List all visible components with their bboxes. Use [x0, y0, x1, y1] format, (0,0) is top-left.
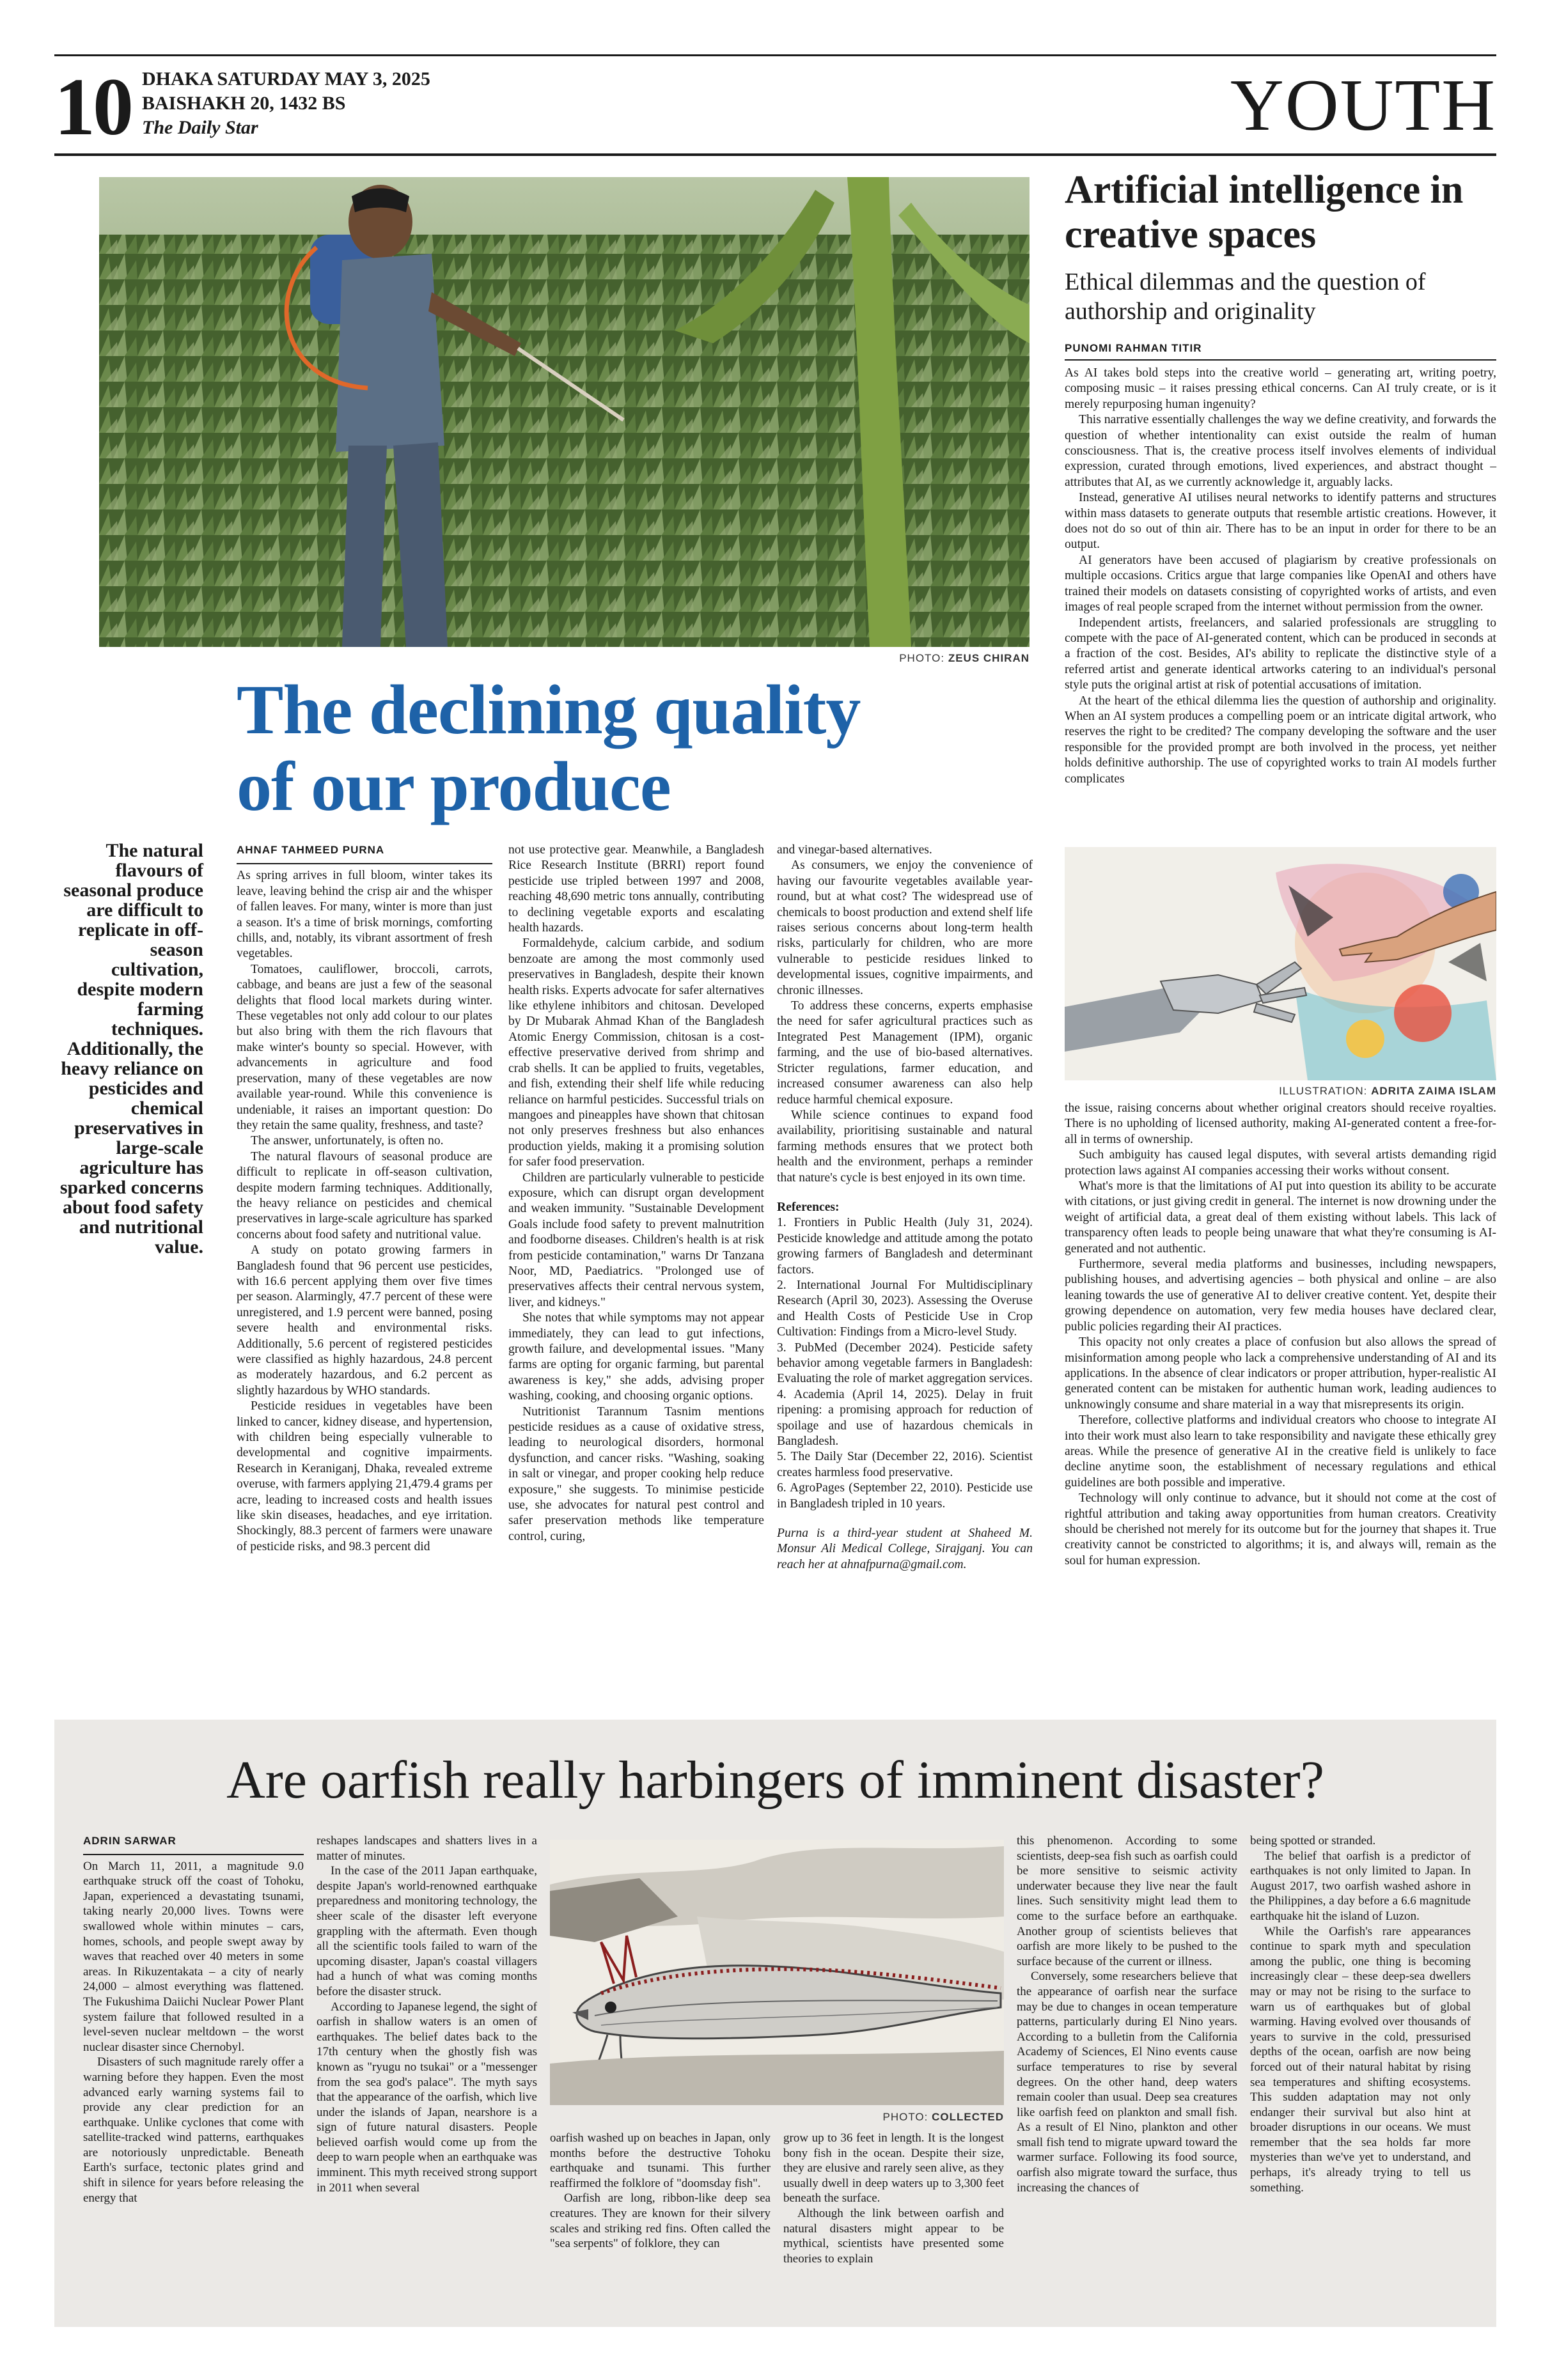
oarfish-headline: Are oarfish really harbingers of imminent disaster?: [226, 1750, 1324, 1810]
masthead-logo: The Daily Star: [142, 117, 258, 138]
ai-illustration-credit: [1065, 1085, 1496, 1098]
ai-illustration: [1065, 847, 1496, 1080]
produce-column-2: [508, 843, 764, 1544]
farmer-photo-credit-name: ZEUS CHIRAN: [948, 652, 1029, 664]
produce-paragraph: As spring arrives in full bloom, winter takes its leave, leaving behind the crisp air and the whisper of fallen leaves. For many, winter is more than just a season. It's a time of brisk mornings, comforting chills, and, notably, its vibrant assortment of fresh vegetables.: [237, 869, 492, 961]
oarfish-photo-credit: [550, 2111, 1004, 2124]
oarfish-column-3: [550, 2131, 771, 2252]
produce-paragraph: She notes that while symptoms may not appear immediately, they can lead to gut infections, growth failure, and developmental issues. "Many farms are opting for organic farming, but parental awareness is key," she adds, advising proper washing, cooking, and choosing organic options.: [508, 1311, 764, 1403]
oarfish-paragraph: grow up to 36 feet in length. It is the longest bony fish in the ocean. Despite their size, they are elusive and rarely seen alive, as they usually dwell in deep waters up to 3,300 feet beneath the surface.: [783, 2131, 1004, 2205]
ai-byline-rule: [1065, 359, 1496, 361]
produce-byline-rule: [237, 863, 492, 864]
ai-paragraph: This narrative essentially challenges the way we define creativity, and forwards the question of whether intentionality can exist outside the realm of human consciousness. That is, the creative process itself involves elements of individual expression, curated through emotions, lived experiences, and abstract thought – attributes that AI, as we currently acknowledge it, arguably lacks.: [1065, 413, 1496, 489]
oarfish-paragraph: The belief that oarfish is a predictor of earthquakes is not only limited to Japan. In August 2017, two oarfish washed ashore in the Philippines, a day before a 6.6 magnitude earthquake hit the island of Luzon.: [1250, 1849, 1471, 1923]
oarfish-photo-art: [550, 1840, 1004, 2105]
ai-byline: PUNOMI RAHMAN TITIR: [1065, 342, 1202, 354]
reference-item: 1. Frontiers in Public Health (July 31, 2024). Pesticide knowledge and attitude among the potato growing farmers of Bangladesh and determinant factors.: [777, 1216, 1033, 1277]
produce-byline: AHNAF TAHMEED PURNA: [237, 844, 385, 856]
ai-subheadline: Ethical dilemmas and the question of authorship and originality: [1065, 268, 1426, 325]
ai-paragraph: Technology will only continue to advance, but it should not come at the cost of rightful attribution and taking away opportunities from human creators. Creativity should be cherished not merely for its outcome but for the journey that shapes it. True creativity cannot be constricted to algorithms; it is, and always will, remain as the soul for human expression.: [1065, 1491, 1496, 1567]
header-rule-bottom: [54, 153, 1496, 156]
reference-item: 2. International Journal For Multidisciplinary Research (April 30, 2023). Assessing the Overuse and Health Costs of Pesticide Use in Crop Cultivation: Findings from a Micro-level Study.: [777, 1278, 1033, 1339]
ai-paragraph: What's more is that the limitations of AI put into question its ability to be accurate with citations, or just giving credit in general. The internet is now drowning under the weight of artificial data, a great deal of them existing without labels. This lack of transparency often leads to people being unaware that what they're consuming is AI-generated and not authentic.: [1065, 1179, 1496, 1256]
oarfish-paragraph: oarfish washed up on beaches in Japan, only months before the destructive Tohoku earthquake and tsunami. This further reaffirmed the folklore of "doomsday fish".: [550, 2131, 771, 2190]
farmer-photo: [99, 177, 1029, 647]
oarfish-photo: [550, 1840, 1004, 2105]
ai-illustration-credit-name: ADRITA ZAIMA ISLAM: [1371, 1085, 1496, 1097]
author-note: Purna is a third-year student at Shaheed M. Monsur Ali Medical College, Sirajganj. You can reach her at ahnafpurna@gmail.com.: [777, 1527, 1033, 1571]
farmer-photo-art: [99, 177, 1029, 647]
produce-paragraph: Children are particularly vulnerable to pesticide exposure, which can disrupt organ development and weaken immunity. "Sustainable Development Goals include food safety to prevent malnutrition and foodborne diseases. Children's health is at risk from pesticide contamination," warns Dr Tanzana Noor, MD, Paediatrics. "Prolonged use of preservatives affects their central nervous system, liver, and kidneys.": [508, 1171, 764, 1309]
produce-headline: [237, 671, 1068, 825]
produce-paragraph: Nutritionist Tarannum Tasnim mentions pesticide residues as a cause of oxidative stress, leading to neurological disorders, hormonal dysfunction, and cancer risks. "Washing, soaking in salt or vinegar, and proper cooking help reduce exposure," she suggests. To minimise pesticide use, she advocates for natural pest control and safer preservation methods like temperature control, curing,: [508, 1404, 764, 1543]
oarfish-byline-rule: [83, 1854, 304, 1855]
produce-pull-quote: The natural flavours of seasonal produce are difficult to replicate in off-season cultivation, despite modern farming techniques. Additionally, the heavy reliance on pesticides and chemical preservatives in large-scale agriculture has sparked concerns about food safety and nutritional value.: [59, 840, 203, 1257]
oarfish-paragraph: Although the link between oarfish and natural disasters might appear to be mythical, scientists have presented some theories to explain: [783, 2206, 1004, 2266]
ai-paragraph: Instead, generative AI utilises neural networks to identify patterns and structures within mass datasets to generate outputs that resemble artistic creations. However, it does not do so out of thin air. There has to be an input in order for there to be an output.: [1065, 491, 1496, 552]
produce-paragraph: Tomatoes, cauliflower, broccoli, carrots, cabbage, and beans are just a few of the seasonal delights that flood local markets during winter. These vegetables not only add colour to our plates but also bring with them the rich flavours that make winter's bounty so special. However, with advancements in agriculture and food preservation, many of these vegetables are now available year-round. While this convenience is undeniable, it raises an important question: Do they retain the same quality, freshness, and taste?: [237, 962, 492, 1132]
ai-paragraph: AI generators have been accused of plagiarism by creative professionals on multiple occasions. Critics argue that large companies like OpenAI and others have trained their models on datasets consisting of copyrighted works of artists, and even images of real people scraped from the internet without permission from the owner.: [1065, 553, 1496, 614]
produce-paragraph: The answer, unfortunately, is often no.: [251, 1134, 444, 1148]
produce-column-3: [777, 843, 1033, 1573]
ai-top-text: [1065, 366, 1496, 787]
oarfish-photo-credit-label: PHOTO:: [882, 2111, 928, 2123]
oarfish-paragraph: While the Oarfish's rare appearances continue to spark myth and speculation among the public, one thing is becoming increasingly clear – these deep-sea dwellers may or may not be rising to the surface to warn us of earthquakes but of global warming. Having evolved over thousands of years to survive in the cold, pressurised depths of the ocean, oarfish are now being forced out of their natural habitat by rising sea temperatures and shifting ecosystems. This sudden adaptation may not only endanger their survival but also hint at broader disruptions in our oceans. We must remember that the sea holds far more mysteries than we've yet to understand, and perhaps, it's already trying to tell us something.: [1250, 1924, 1471, 2195]
ai-headline: Artificial intelligence in creative spaces: [1065, 168, 1464, 256]
references-heading: References:: [777, 1200, 840, 1214]
oarfish-paragraph: On March 11, 2011, a magnitude 9.0 earthquake struck off the coast of Tohoku, Japan, experienced a devastating tsunami, taking nearly 20,000 lives. Towns were swallowed whole within minutes – cars, homes, schools, and people swept away by waves that reached over 40 meters in some areas. In Rikuzentakata – a city of nearly 24,000 – almost everything was flattened. The Fukushima Daiichi Nuclear Power Plant system failure that followed resulted in a level-seven nuclear meltdown – the worst nuclear disaster since Chernobyl.: [83, 1859, 304, 2054]
oarfish-column-1: [83, 1833, 304, 2205]
produce-paragraph: Pesticide residues in vegetables have been linked to cancer, kidney disease, and hypertension, with children being especially vulnerable to developmental and cognitive impairments. Research in Keraniganj, Dhaka, revealed extreme overuse, with farmers applying 21,479.4 grams per acre, leading to increased costs and health issues like skin diseases, headaches, and eye irritation. Shockingly, 88.3 percent of farmers were unaware of pesticide risks, and 98.3 percent did: [237, 1399, 492, 1553]
oarfish-paragraph: this phenomenon. According to some scientists, deep-sea fish such as oarfish could be more sensitive to seismic activity underwater because they live near the fault lines. Such sensitivity might lead them to come to the surface before an earthquake. Another group of scientists believes that oarfish are more likely to be pushed to the surface because of the current or illness.: [1017, 1834, 1237, 1968]
section-title: YOUTH: [1230, 65, 1496, 146]
reference-item: 6. AgroPages (September 22, 2010). Pesticide use in Bangladesh tripled in 10 years.: [777, 1481, 1033, 1511]
ai-paragraph: Therefore, collective platforms and individual creators who choose to integrate AI into their work must also learn to take responsibility and navigate these ethically grey areas. While the presence of generative AI in the creative field is unlikely to face decline anytime soon, the establishment of necessary regulations and ethical guidelines are both possible and imperative.: [1065, 1413, 1496, 1489]
farmer-photo-credit: [767, 652, 1029, 665]
reference-item: 4. Academia (April 14, 2025). Delay in fruit ripening: a promising approach for reduction of spoilage and use of hazardous chemicals in Bangladesh.: [777, 1387, 1033, 1449]
header-rule-top: [54, 54, 1496, 56]
ai-paragraph: Independent artists, freelancers, and salaried professionals are struggling to compete with the pace of AI-generated content, which can be produced in seconds at a fraction of the cost. Besides, AI's ability to replicate the distinctive style of a referred artist and generate identical artworks catering to an individual's personal style puts the original artist at risk of potential accusations of imitation.: [1065, 616, 1496, 692]
ai-illustration-art: [1065, 847, 1496, 1080]
ai-paragraph: This opacity not only creates a place of confusion but also allows the spread of misinformation among people who lack a comprehensive understanding of AI and its applications. In the absence of clear indicators or proper attribution, hyper-realistic AI generated content can be mistaken for authentic human work, leading audiences to unknowingly consume and share material in a way that misrepresents its origin.: [1065, 1335, 1496, 1412]
oarfish-column-5: [1017, 1833, 1237, 2195]
oarfish-paragraph: Disasters of such magnitude rarely offer a warning before they happen. Even the most advanced early warning systems fail to provide any clear prediction for an earthquake. Unlike cyclones that come with satellite-tracked wind patterns, earthquakes are notoriously unpredictable. Beneath Earth's surface, tectonic plates grind and shift in silence for years before releasing the energy that: [83, 2055, 304, 2205]
ai-paragraph: At the heart of the ethical dilemma lies the question of authorship and originality. When an AI system produces a compelling poem or an intricate digital artwork, who reserves the right to be credited? The company developing the software and the user responsible for the provided prompt are both involved in the process, yet neither holds definitive authorship. The use of copyrighted works to train AI models further complicates: [1065, 694, 1496, 786]
produce-paragraph: Formaldehyde, calcium carbide, and sodium benzoate are among the most commonly used preservatives in Bangladesh, despite their known health risks. Experts advocate for safer alternatives like ethylene inhibitors and chitosan. Developed by Dr Mubarak Ahmad Khan of the Bangladesh Atomic Energy Commission, chitosan is a cost-effective preservative derived from shrimp and crab shells. It can be applied to fruits, vegetables, and fish, extending their shelf life while reducing reliance on harmful pesticides. Successful trials on mangoes and pineapples have shown that chitosan not only preserves freshness but also enhances production yields, making it a promising solution for safer food preservation.: [508, 937, 764, 1169]
ai-illustration-credit-label: ILLUSTRATION:: [1279, 1085, 1368, 1097]
oarfish-byline: ADRIN SARWAR: [83, 1835, 176, 1847]
oarfish-photo-credit-name: COLLECTED: [932, 2111, 1004, 2123]
produce-paragraph: The natural flavours of seasonal produce are difficult to replicate in off-season cultivation, despite modern farming techniques. Additionally, the heavy reliance on pesticides and chemical preservatives in large-scale agriculture has sparked concerns about food safety and nutritional value.: [237, 1149, 492, 1241]
dateline: [142, 67, 430, 116]
produce-paragraph: To address these concerns, experts emphasise the need for safer agricultural practices such as Integrated Pest Management (IPM), organic farming, and the use of bio-based alternatives. Stricter regulations, farmer education, and increased consumer awareness can also help reduce harmful chemical exposure.: [777, 999, 1033, 1107]
produce-headline-line-1: The declining quality: [237, 671, 861, 749]
produce-paragraph: A study on potato growing farmers in Bangladesh found that 96 percent use pesticides, with 16.6 percent applying them over five times per season. Alarmingly, 47.7 percent of these were unregistered, and 1.9 percent were banned, posing severe health and environmental risks. Additionally, 5.6 percent of registered pesticides were classified as highly hazardous, 24.8 percent as moderately hazardous, and 6.2 percent as slightly hazardous by WHO standards.: [237, 1243, 492, 1397]
reference-item: 5. The Daily Star (December 22, 2016). Scientist creates harmless food preservative.: [777, 1450, 1033, 1479]
ai-paragraph: As AI takes bold steps into the creative world – generating art, writing poetry, composing music – it raises pressing ethical concerns. Can AI truly create, or is it merely repurposing human ingenuity?: [1065, 366, 1496, 411]
oarfish-column-6: [1250, 1833, 1471, 2195]
produce-headline-line-2: of our produce: [237, 747, 671, 825]
ai-paragraph: Furthermore, several media platforms and businesses, including newspapers, publishing houses, and advertising agencies – both physical and online – are also leaning towards the use of generative AI to deliver creative content. Yet, despite their growing dependence on automation, very few media houses have declared clear, public policies regarding their AI practices.: [1065, 1257, 1496, 1334]
oarfish-paragraph: Conversely, some researchers believe that the appearance of oarfish near the surface may be due to changes in ocean temperature patterns, particularly during El Nino years. According to a bulletin from the California Academy of Sciences, El Nino events cause surface temperatures to rise by several degrees. On the other hand, deep waters remain cooler than usual. Deep sea creatures like oarfish feed on plankton and small fish. As a result of El Nino, plankton and other small fish tend to migrate upward toward the warmer surface. Following its food source, oarfish also migrate toward the surface, thus increasing the chances of: [1017, 1970, 1237, 2195]
oarfish-paragraph: Oarfish are long, ribbon-like deep sea creatures. They are known for their silvery scales and striking red fins. Often called the "sea serpents" of folklore, they can: [550, 2191, 771, 2251]
oarfish-paragraph: reshapes landscapes and shatters lives in a matter of minutes.: [317, 1834, 537, 1863]
farmer-photo-credit-label: PHOTO:: [899, 652, 945, 664]
ai-paragraph: the issue, raising concerns about whether original creators should receive royalties. There is no upholding of licensed authority, making AI-generated content a free-for-all in terms of ownership.: [1065, 1101, 1496, 1146]
produce-paragraph: As consumers, we enjoy the convenience of having our favourite vegetables available year-round, but at what cost? The widespread use of chemicals to boost production and extend shelf life raises serious concerns about long-term health risks, particularly for children, who are more vulnerable to pesticide residues linked to developmental issues, cognitive impairments, and chronic illnesses.: [777, 859, 1033, 997]
page-number: 10: [54, 61, 131, 152]
produce-paragraph: not use protective gear. Meanwhile, a Bangladesh Rice Research Institute (BRRI) report found pesticide use tripled between 1997 and 2008, reaching 48,690 metric tons annually, contributing to declining vegetable exports and escalating health hazards.: [508, 843, 764, 935]
oarfish-column-4: [783, 2131, 1004, 2266]
oarfish-column-2: [317, 1833, 537, 2195]
reference-item: 3. PubMed (December 2024). Pesticide safety behavior among vegetable farmers in Bangladesh: Evaluating the role of market aggregation services.: [777, 1341, 1033, 1386]
ai-paragraph: Such ambiguity has caused legal disputes, with several artists demanding rigid protection laws against AI companies accessing their works without consent.: [1065, 1148, 1496, 1178]
date-line-2: BAISHAKH 20, 1432 BS: [142, 93, 346, 114]
oarfish-paragraph: According to Japanese legend, the sight of oarfish in shallow waters is an omen of earthquakes. The belief dates back to the 17th century when the ghostly fish was known as "ryugu no tsukai" or a "messenger from the sea god's palace". The myth says that the appearance of the oarfish, which live under the islands of Japan, nearshore is a sign of future natural disasters. People believed oarfish would come up from the deep to warn people when an earthquake was imminent. This myth received strong support in 2011 when several: [317, 2000, 537, 2195]
produce-column-1: [237, 843, 492, 1555]
produce-paragraph: and vinegar-based alternatives.: [777, 843, 932, 857]
oarfish-paragraph: In the case of the 2011 Japan earthquake, despite Japan's world-renowned earthquake preparedness and monitoring technology, the sheer scale of the disaster left everyone grappling with the aftermath. Even though all the scientific tools failed to warn of the upcoming disaster, Japan's coastal villagers had a hunch of what was coming months before the disaster struck.: [317, 1864, 537, 1998]
date-line-1: DHAKA SATURDAY MAY 3, 2025: [142, 68, 430, 89]
ai-bottom-text: [1065, 1101, 1496, 1569]
oarfish-paragraph: being spotted or stranded.: [1250, 1834, 1376, 1847]
produce-paragraph: While science continues to expand food availability, prioritising sustainable and natural farming methods ensures that we protect both health and the environment, perhaps a reminder that nature's cycle is best enjoyed in its own time.: [777, 1108, 1033, 1185]
